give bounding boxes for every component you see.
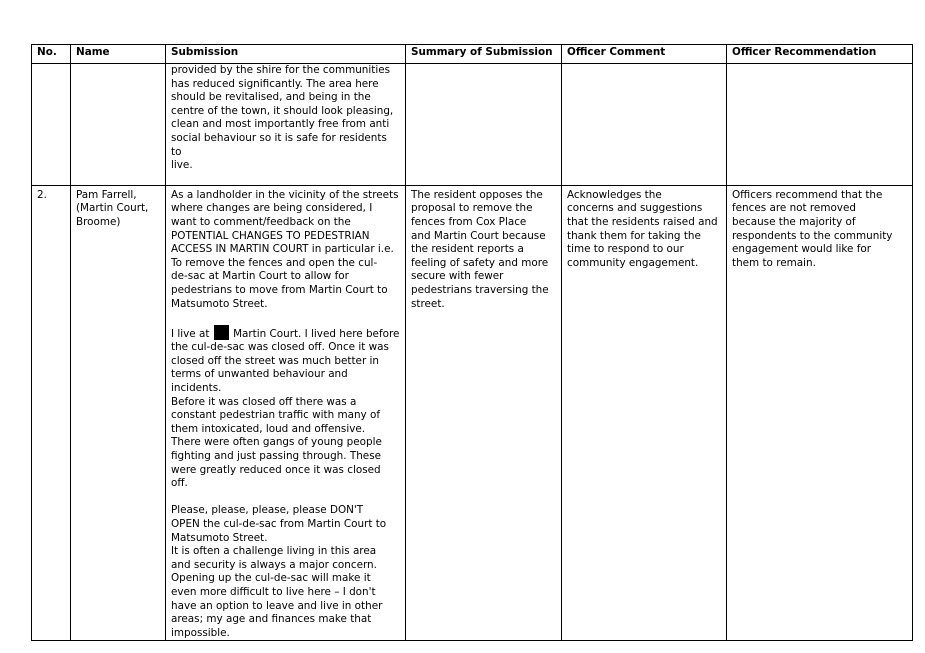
text-line: because the majority of	[732, 215, 856, 228]
text-line: pedestrians to move from Martin Court to	[171, 283, 388, 296]
header-summary: Summary of Submission	[406, 45, 562, 64]
row1-comment-cell	[562, 64, 727, 186]
text-line: thank them for taking the	[567, 229, 701, 242]
row2-name-cell	[71, 185, 166, 641]
text-line: social behaviour so it is safe for residents to	[171, 131, 387, 158]
text-line: areas; my age and finances make that	[171, 613, 372, 626]
text-line: Before it was closed off there was a	[171, 395, 357, 408]
text-line: have an option to leave and live in other	[171, 599, 383, 612]
text-line: and security is always a major concern.	[171, 558, 377, 571]
text-line: POTENTIAL CHANGES TO PEDESTRIAN	[171, 229, 370, 242]
text-line: time to respond to our	[567, 243, 684, 256]
submitter-address: (Martin Court,	[76, 202, 149, 215]
submissions-table	[31, 44, 913, 641]
text-line-with-redaction	[171, 325, 400, 342]
header-no: No.	[32, 45, 71, 64]
row2-submission-cell	[166, 185, 406, 641]
text-line: live.	[171, 159, 193, 172]
row2-summary-cell	[406, 185, 562, 641]
header-submission: Submission	[166, 45, 406, 64]
row2-comment-cell	[562, 185, 727, 641]
submitter-town: Broome)	[76, 215, 121, 228]
table-header-row	[32, 45, 913, 64]
text-line: engagement would like for	[732, 243, 872, 256]
row1-name-cell	[71, 64, 166, 186]
text-line: secure with fewer	[411, 270, 504, 283]
text-line: even more difficult to live here – I don't	[171, 585, 376, 598]
submitter-name: Pam Farrell,	[76, 188, 137, 201]
header-name: Name	[71, 45, 166, 64]
text-line: There were often gangs of young people	[171, 436, 382, 449]
row-number: 2.	[37, 188, 47, 201]
text-line: provided by the shire for the communities	[171, 64, 391, 76]
text-line: The resident opposes the	[411, 188, 543, 201]
row1-summary-cell	[406, 64, 562, 186]
text-line: want to comment/feedback on the	[171, 215, 351, 228]
text-line: Opening up the cul-de-sac will make it	[171, 572, 371, 585]
text-line: fighting and just passing through. These	[171, 450, 382, 463]
row2-recommendation-cell	[727, 185, 913, 641]
text-line: has reduced significantly. The area here	[171, 77, 379, 90]
address-prefix: I live at	[171, 327, 210, 340]
text-line: them intoxicated, loud and offensive.	[171, 422, 366, 435]
text-line: fences from Cox Place	[411, 215, 527, 228]
row1-number-cell	[32, 64, 71, 186]
header-officer-recommendation: Officer Recommendation	[727, 45, 913, 64]
text-line: Matsumoto Street.	[171, 531, 268, 544]
text-line: them to remain.	[732, 256, 816, 269]
text-line: de-sac at Martin Court to allow for	[171, 270, 349, 283]
text-line: where changes are being considered, I	[171, 202, 373, 215]
text-line: off.	[171, 477, 188, 490]
text-line: fences are not removed	[732, 202, 856, 215]
text-line: Matsumoto Street.	[171, 297, 268, 310]
table-row	[32, 64, 913, 186]
text-line: that the residents raised and	[567, 215, 718, 228]
text-line: street.	[411, 297, 445, 310]
address-suffix: Martin Court. I lived here before	[233, 327, 400, 340]
row2-number-cell	[32, 185, 71, 641]
text-line: feeling of safety and more	[411, 256, 549, 269]
text-line: incidents.	[171, 382, 222, 395]
text-line: the resident reports a	[411, 243, 524, 256]
row1-submission-cell	[166, 64, 406, 186]
text-line: clean and most importantly free from anti	[171, 118, 390, 131]
text-line: It is often a challenge living in this area	[171, 545, 377, 558]
table-row	[32, 185, 913, 641]
text-line: constant pedestrian traffic with many of	[171, 409, 381, 422]
text-line: should be revitalised, and being in the	[171, 91, 371, 104]
text-line: OPEN the cul-de-sac from Martin Court to	[171, 518, 387, 530]
text-line: community engagement.	[567, 256, 699, 269]
row1-recommendation-cell	[727, 64, 913, 186]
text-line: concerns and suggestions	[567, 202, 703, 215]
text-line: Acknowledges the	[567, 188, 662, 201]
text-line: the cul-de-sac was closed off. Once it was	[171, 341, 389, 354]
text-line: proposal to remove the	[411, 202, 533, 215]
text-line: were greatly reduced once it was closed	[171, 463, 381, 476]
text-line: respondents to the community	[732, 229, 893, 242]
text-line: centre of the town, it should look pleasing,	[171, 104, 394, 117]
text-line: terms of unwanted behaviour and	[171, 368, 348, 381]
text-line: ACCESS IN MARTIN COURT in particular i.e.	[171, 243, 394, 256]
text-line: Officers recommend that the	[732, 188, 883, 201]
text-line: pedestrians traversing the	[411, 283, 549, 296]
redaction-block	[214, 325, 229, 340]
text-line: impossible.	[171, 626, 230, 639]
header-officer-comment: Officer Comment	[562, 45, 727, 64]
text-line: and Martin Court because	[411, 229, 546, 242]
text-line: closed off the street was much better in	[171, 354, 379, 367]
text-line: Please, please, please, please DON'T	[171, 504, 364, 517]
text-line: To remove the fences and open the cul-	[171, 256, 378, 269]
text-line: As a landholder in the vicinity of the streets	[171, 188, 399, 201]
